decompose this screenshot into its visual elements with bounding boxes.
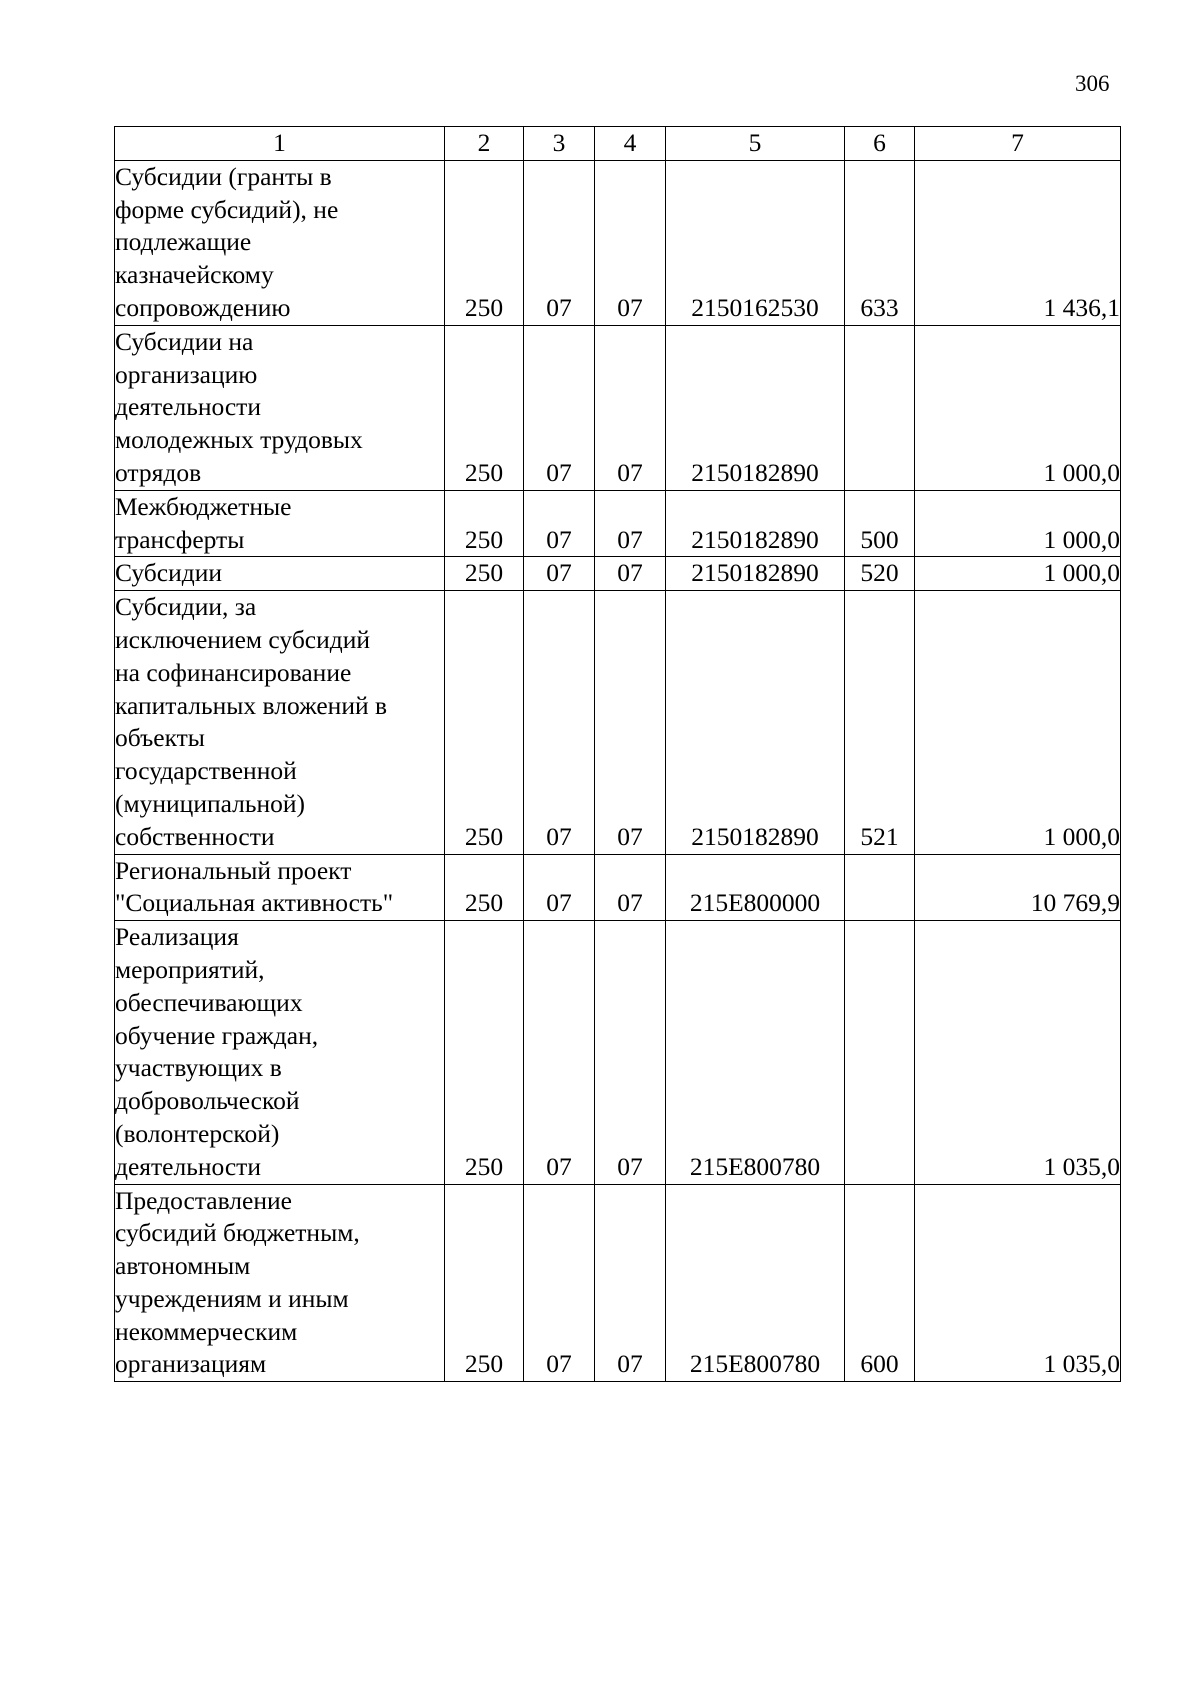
col-2-value: 250 (445, 325, 524, 490)
amount-value: 1 035,0 (915, 921, 1121, 1184)
col-4-value: 07 (595, 1184, 666, 1382)
row-name-line: деятельности (115, 392, 261, 422)
row-name-line: Реализация (115, 922, 239, 952)
row-name-line: деятельности (115, 1151, 261, 1181)
header-col-6: 6 (845, 127, 915, 161)
type-value (845, 854, 915, 921)
col-3-value: 07 (524, 490, 595, 557)
row-name-line: отрядов (115, 457, 202, 487)
col-3-value: 07 (524, 557, 595, 591)
col-3-value: 07 (524, 921, 595, 1184)
row-name-line: молодежных трудовых (115, 425, 363, 455)
table-row (115, 591, 1121, 854)
row-name-line: автономным (115, 1251, 251, 1281)
type-value (845, 921, 915, 1184)
col-2-value: 250 (445, 854, 524, 921)
type-value (845, 325, 915, 490)
row-name-line: субсидий бюджетным, (115, 1218, 360, 1248)
table-row (115, 325, 1121, 490)
amount-value: 1 000,0 (915, 490, 1121, 557)
code-value: 215E800000 (666, 854, 845, 921)
col-2-value: 250 (445, 160, 524, 325)
row-name-line: казначейскому (115, 260, 274, 290)
row-name-line: обучение граждан, (115, 1020, 319, 1050)
page-number: 306 (1075, 71, 1110, 96)
row-name-line: Предоставление (115, 1185, 292, 1215)
row-name-cell (115, 921, 445, 1184)
type-value: 633 (845, 160, 915, 325)
col-3-value: 07 (524, 160, 595, 325)
row-name-line: государственной (115, 756, 297, 786)
amount-value: 1 000,0 (915, 591, 1121, 854)
row-name-line: подлежащие (115, 227, 252, 257)
header-col-1: 1 (115, 127, 445, 161)
code-value: 2150182890 (666, 325, 845, 490)
row-name-cell (115, 490, 445, 557)
col-4-value: 07 (595, 854, 666, 921)
col-3-value: 07 (524, 1184, 595, 1382)
row-name-line: обеспечивающих (115, 987, 303, 1017)
row-name-line: "Социальная активность" (115, 888, 394, 918)
col-2-value: 250 (445, 490, 524, 557)
code-value: 2150182890 (666, 490, 845, 557)
header-col-5: 5 (666, 127, 845, 161)
col-4-value: 07 (595, 490, 666, 557)
row-name-line: организациям (115, 1349, 267, 1379)
row-name-line: добровольческой (115, 1086, 300, 1116)
col-2-value: 250 (445, 591, 524, 854)
type-value: 520 (845, 557, 915, 591)
row-name-cell (115, 557, 445, 591)
row-name-line: капитальных вложений в (115, 690, 388, 720)
row-name-line: сопровождению (115, 292, 291, 322)
col-4-value: 07 (595, 591, 666, 854)
row-name-line: Субсидии (гранты в (115, 161, 332, 191)
header-col-3: 3 (524, 127, 595, 161)
amount-value: 1 035,0 (915, 1184, 1121, 1382)
table-row (115, 1184, 1121, 1382)
col-3-value: 07 (524, 591, 595, 854)
code-value: 2150182890 (666, 591, 845, 854)
type-value: 600 (845, 1184, 915, 1382)
row-name-line: (муниципальной) (115, 788, 306, 818)
code-value: 215E800780 (666, 921, 845, 1184)
row-name-line: мероприятий, (115, 954, 265, 984)
row-name-line: собственности (115, 821, 275, 851)
col-4-value: 07 (595, 921, 666, 1184)
col-2-value: 250 (445, 1184, 524, 1382)
row-name-line: объекты (115, 723, 205, 753)
amount-value: 1 000,0 (915, 557, 1121, 591)
row-name-line: Межбюджетные (115, 491, 292, 521)
row-name-cell (115, 854, 445, 921)
code-value: 2150182890 (666, 557, 845, 591)
row-name-line: трансферты (115, 524, 245, 554)
row-name-line: исключением субсидий (115, 624, 371, 654)
row-name-line: учреждениям и иным (115, 1283, 349, 1313)
col-2-value: 250 (445, 921, 524, 1184)
header-col-7: 7 (915, 127, 1121, 161)
type-value: 500 (845, 490, 915, 557)
col-4-value: 07 (595, 557, 666, 591)
row-name-line: Субсидии, за (115, 592, 257, 622)
row-name-line: Субсидии (115, 558, 222, 588)
header-col-4: 4 (595, 127, 666, 161)
table-row (115, 160, 1121, 325)
amount-value: 1 000,0 (915, 325, 1121, 490)
row-name-line: (волонтерской) (115, 1118, 280, 1148)
table-row (115, 854, 1121, 921)
col-3-value: 07 (524, 854, 595, 921)
budget-table (114, 126, 1121, 1382)
row-name-line: организацию (115, 359, 258, 389)
amount-value: 10 769,9 (915, 854, 1121, 921)
col-4-value: 07 (595, 325, 666, 490)
code-value: 215E800780 (666, 1184, 845, 1382)
header-col-2: 2 (445, 127, 524, 161)
amount-value: 1 436,1 (915, 160, 1121, 325)
type-value: 521 (845, 591, 915, 854)
code-value: 2150162530 (666, 160, 845, 325)
row-name-line: некоммерческим (115, 1316, 298, 1346)
row-name-line: Региональный проект (115, 855, 352, 885)
row-name-line: Субсидии на (115, 326, 254, 356)
row-name-line: на софинансирование (115, 657, 352, 687)
row-name-cell (115, 1184, 445, 1382)
table-row (115, 921, 1121, 1184)
table-row (115, 490, 1121, 557)
table-row (115, 557, 1121, 591)
row-name-line: форме субсидий), не (115, 194, 339, 224)
col-4-value: 07 (595, 160, 666, 325)
row-name-cell (115, 325, 445, 490)
row-name-line: участвующих в (115, 1053, 282, 1083)
table-header (115, 127, 1121, 161)
table-body (115, 160, 1121, 1381)
col-2-value: 250 (445, 557, 524, 591)
header-row (115, 127, 1121, 161)
row-name-cell (115, 160, 445, 325)
col-3-value: 07 (524, 325, 595, 490)
row-name-cell (115, 591, 445, 854)
